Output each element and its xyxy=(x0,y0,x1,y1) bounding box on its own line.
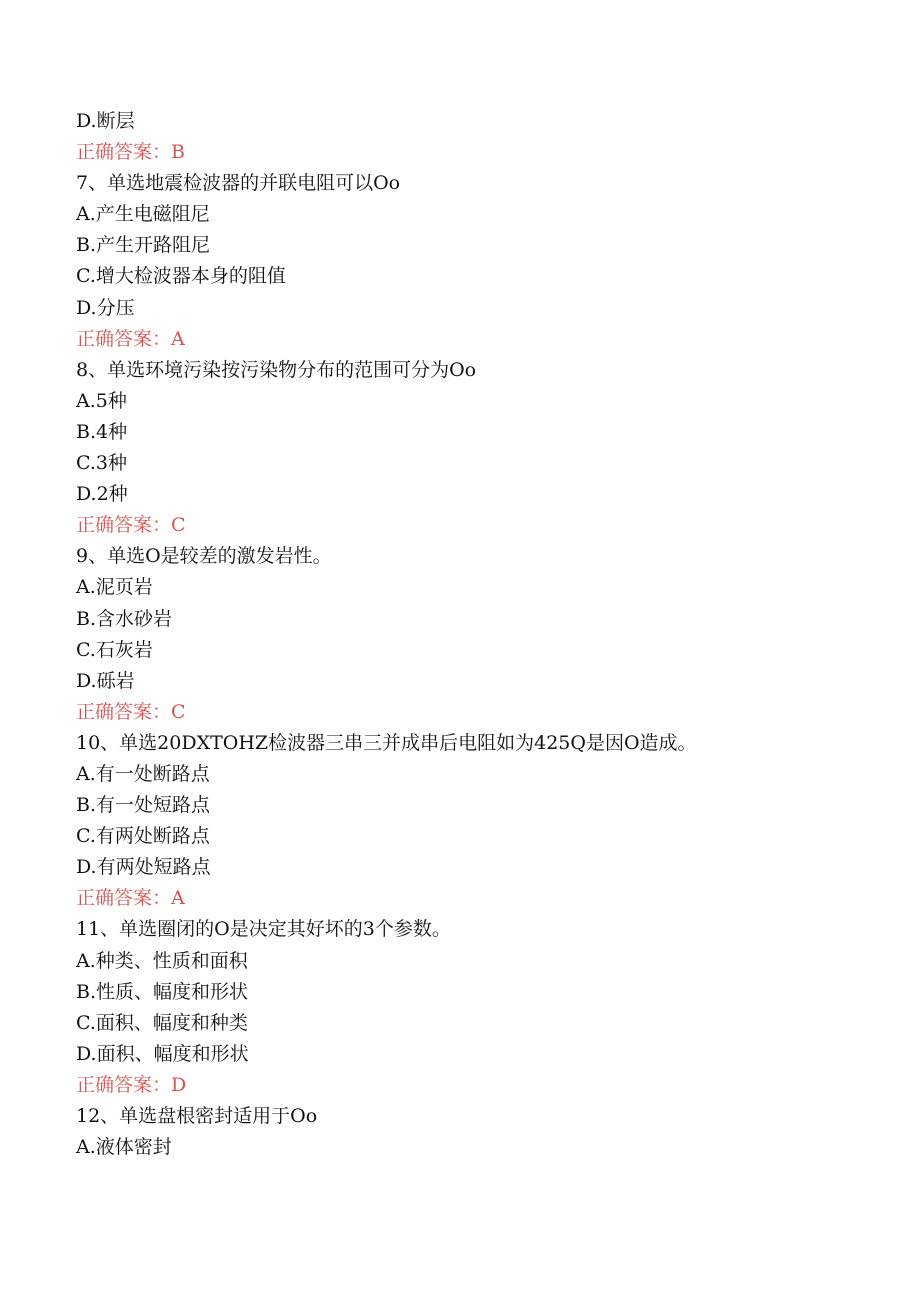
answer-value: A xyxy=(171,887,185,910)
question-list xyxy=(76,106,876,1163)
question-text: 10、单选20DXTOHZ检波器三串三并成串后电阻如为425Q是因O造成。 xyxy=(76,731,697,754)
option-text: B.产生开路阻尼 xyxy=(76,234,211,257)
option-text: D.砾岩 xyxy=(76,669,135,692)
answer-label: 正确答案： xyxy=(76,141,172,164)
option-text: A.泥页岩 xyxy=(76,576,153,599)
option-text: B.含水砂岩 xyxy=(76,607,173,630)
option-text: C.增大检波器本身的阻值 xyxy=(76,265,286,288)
answer-label: 正确答案： xyxy=(76,887,172,910)
answer-label: 正确答案： xyxy=(76,700,172,723)
option-text: D.有两处短路点 xyxy=(76,856,211,879)
option-text: C.石灰岩 xyxy=(76,638,153,661)
option-text: D.面积、幅度和形状 xyxy=(76,1042,249,1065)
question-text: 12、单选盘根密封适用于Oo xyxy=(76,1105,318,1127)
answer-value: A xyxy=(171,327,185,350)
option-text: D.2种 xyxy=(76,483,128,506)
question-text: 9、单选O是较差的激发岩性。 xyxy=(76,545,332,568)
option-text: A.液体密封 xyxy=(76,1136,172,1159)
answer-label: 正确答案： xyxy=(76,1073,172,1096)
question-text: 7、单选地震检波器的并联电阻可以Oo xyxy=(76,172,401,195)
answer-line xyxy=(76,697,876,728)
answer-value: D xyxy=(171,1073,187,1096)
answer-label: 正确答案： xyxy=(76,327,172,350)
answer-line xyxy=(76,324,876,355)
option-text: B.4种 xyxy=(76,420,128,443)
option-text: A.5种 xyxy=(76,389,127,412)
option-text: A.种类、性质和面积 xyxy=(76,949,248,972)
answer-value: C xyxy=(171,514,186,537)
option-text: A.有一处断路点 xyxy=(76,762,210,785)
answer-line xyxy=(76,1070,876,1101)
answer-line xyxy=(76,883,876,914)
answer-label: 正确答案： xyxy=(76,514,172,537)
question-text: 11、单选圈闭的O是决定其好坏的3个参数。 xyxy=(76,918,451,941)
answer-line xyxy=(76,510,876,541)
option-text: C.3种 xyxy=(76,452,127,475)
option-text: D.分压 xyxy=(76,296,135,319)
answer-value: C xyxy=(171,700,186,723)
question-text: 8、单选环境污染按污染物分布的范围可分为Oo xyxy=(76,358,477,381)
option-text: D.断层 xyxy=(76,110,135,132)
option-text: C.有两处断路点 xyxy=(76,825,210,848)
option-text: B.有一处短路点 xyxy=(76,794,211,817)
option-text: C.面积、幅度和种类 xyxy=(76,1011,248,1034)
answer-value: B xyxy=(171,141,185,164)
answer-line xyxy=(76,137,876,168)
option-text: B.性质、幅度和形状 xyxy=(76,980,249,1003)
option-text: A.产生电磁阻尼 xyxy=(76,203,210,226)
